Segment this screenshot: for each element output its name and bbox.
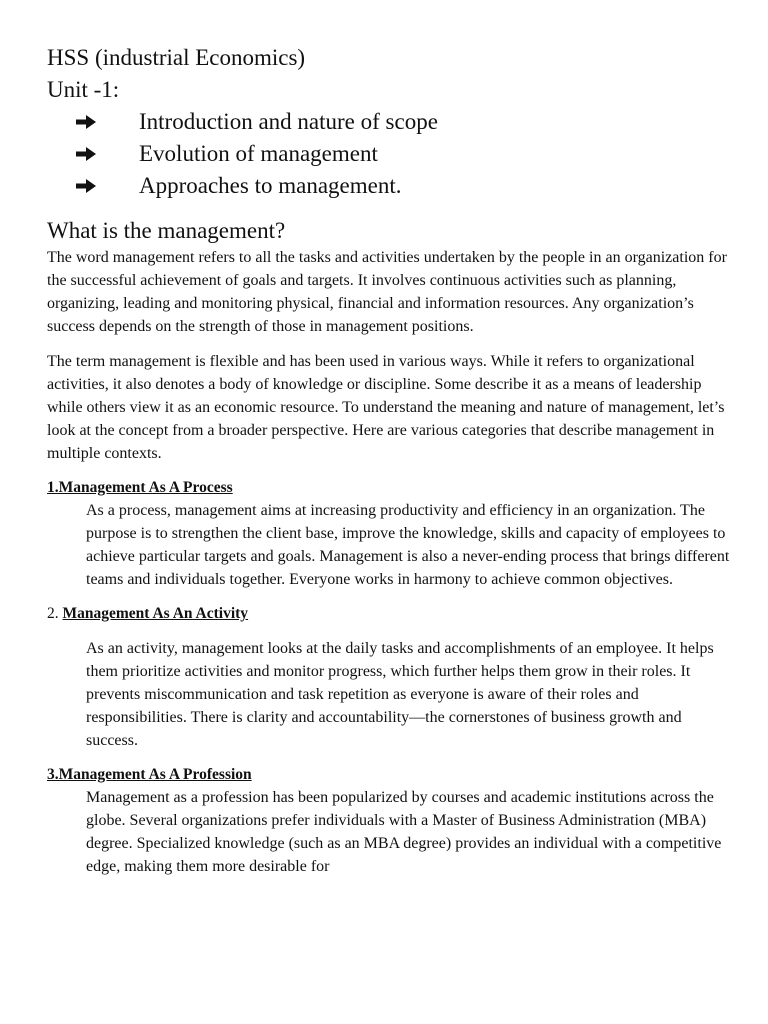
document-title: HSS (industrial Economics): [47, 45, 306, 70]
arrow-right-icon: [75, 146, 97, 162]
section-title: Management As An Activity: [62, 605, 249, 622]
topic-text: Evolution of management: [139, 141, 378, 166]
topic-list: [47, 106, 737, 202]
section-number: 2.: [47, 605, 63, 622]
topic-text: Approaches to management.: [139, 173, 402, 198]
section-title: 3.Management As A Profession: [47, 766, 252, 783]
topic-item: [47, 138, 737, 170]
section-heading: [47, 477, 737, 499]
section-heading: [47, 764, 737, 786]
arrow-right-icon: [75, 114, 97, 130]
topic-text: Introduction and nature of scope: [139, 109, 438, 134]
section-paragraph: Management as a profession has been popularized by courses and academic institutions across the globe. Several organizations prefer individuals with a Master of Business Administration (MBA) degree. Specialized knowledge (such as an MBA degree) provides an individual with a competitive edge, making them more desirable for: [86, 789, 722, 875]
unit-label: Unit -1:: [47, 77, 120, 102]
intro-paragraph: The term management is flexible and has been used in various ways. While it refers to organizational activities, it also denotes a body of knowledge or discipline. Some describe it as a means of leadership while others view it as an economic resource. To understand the meaning and nature of management, let’s look at the concept from a broader perspective. Here are various categories that describe management in multiple contexts.: [47, 353, 725, 462]
topic-item: [47, 106, 737, 138]
topic-item: [47, 170, 737, 202]
spacer: [47, 625, 737, 637]
section-paragraph: As an activity, management looks at the daily tasks and accomplishments of an employee. It helps them prioritize activities and monitor progress, which further helps them grow in their roles. It prevents miscommunication and task repetition as everyone is aware of their roles and responsibilities. There is clarity and accountability—the cornerstones of business growth and success.: [86, 640, 714, 749]
document-page: [47, 42, 737, 878]
section-title: 1.Management As A Process: [47, 479, 233, 496]
arrow-right-icon: [75, 178, 97, 194]
question-heading: What is the management?: [47, 218, 286, 243]
section-heading: [47, 603, 737, 625]
section-paragraph: As a process, management aims at increasing productivity and efficiency in an organization. The purpose is to strengthen the client base, improve the knowledge, skills and capacity of employees to achieve particular targets and goals. Management is also a never-ending process that brings different teams and individuals together. Everyone works in harmony to achieve common objectives.: [86, 502, 730, 588]
intro-paragraph: The word management refers to all the tasks and activities undertaken by the people in an organization for the successful achievement of goals and targets. It involves continuous activities such as planning, organizing, leading and monitoring physical, financial and information resources. Any organization’s success depends on the strength of those in management positions.: [47, 249, 727, 335]
